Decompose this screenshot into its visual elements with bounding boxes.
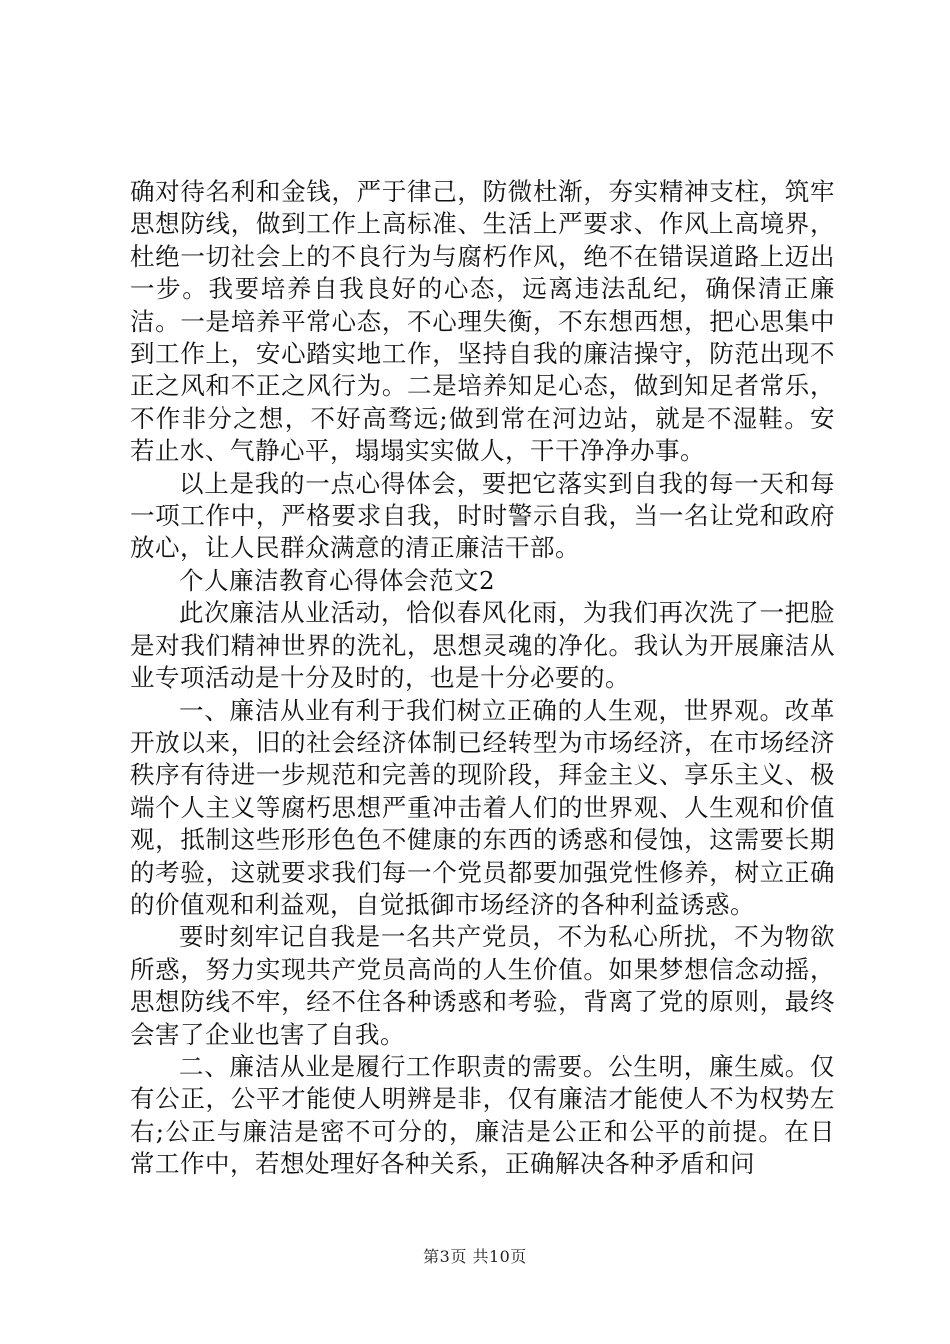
paragraph-4: 一、廉洁从业有利于我们树立正确的人生观，世界观。改革开放以来，旧的社会经济体制已经转型为市场经济，在市场经济秩序有待进一步规范和完善的现阶段，拜金主义、享乐主义、极端个人主义等腐朽思想严重冲击着人们的世界观、人生观和价值观，抵制这些形形色色不健康的东西的诱惑和侵蚀，这需要长期的考验，这就要求我们每一个党员都要加强党性修养，树立正确的价值观和利益观，自觉抵御市场经济的各种利益诱惑。 [130,695,835,919]
paragraph-1: 确对待名利和金钱，严于律己，防微杜渐，夯实精神支柱，筑牢思想防线，做到工作上高标准、生活上严要求、作风上高境界，杜绝一切社会上的不良行为与腐朽作风，绝不在错误道路上迈出一步。我要培养自我良好的心态，远离违法乱纪，确保清正廉洁。一是培养平常心态，不心理失衡，不东想西想，把心思集中到工作上，安心踏实地工作，坚持自我的廉洁操守，防范出现不正之风和不正之风行为。二是培养知足心态，做到知足者常乐，不作非分之想，不好高骛远;做到常在河边站，就是不湿鞋。安若止水、气静心平，塌塌实实做人，干干净净办事。 [130,177,835,466]
section-heading: 个人廉洁教育心得体会范文2 [179,565,496,595]
page-footer [0,1244,950,1267]
page-number-label: 第3页 共10页 [423,1247,527,1266]
paragraph-5: 要时刻牢记自我是一名共产党员，不为私心所扰，不为物欲所惑，努力实现共产党员高尚的人生价值。如果梦想信念动摇，思想防线不牢，经不住各种诱惑和考验，背离了党的原则，最终会害了企业也害了自我。 [130,922,835,1049]
paragraph-3: 此次廉洁从业活动，恰似春风化雨，为我们再次洗了一把脸是对我们精神世界的洗礼，思想灵魂的净化。我认为开展廉洁从业专项活动是十分及时的，也是十分必要的。 [130,598,835,693]
document-body [130,176,835,1181]
paragraph-2: 以上是我的一点心得体会，要把它落实到自我的每一天和每一项工作中，严格要求自我，时时警示自我，当一名让党和政府放心，让人民群众满意的清正廉洁干部。 [130,468,835,563]
paragraph-6: 二、廉洁从业是履行工作职责的需要。公生明，廉生威。仅有公正，公平才能使人明辨是非，仅有廉洁才能使人不为权势左右;公正与廉洁是密不可分的，廉洁是公正和公平的前提。在日常工作中，若想处理好各种关系，正确解决各种矛盾和问 [130,1051,835,1179]
